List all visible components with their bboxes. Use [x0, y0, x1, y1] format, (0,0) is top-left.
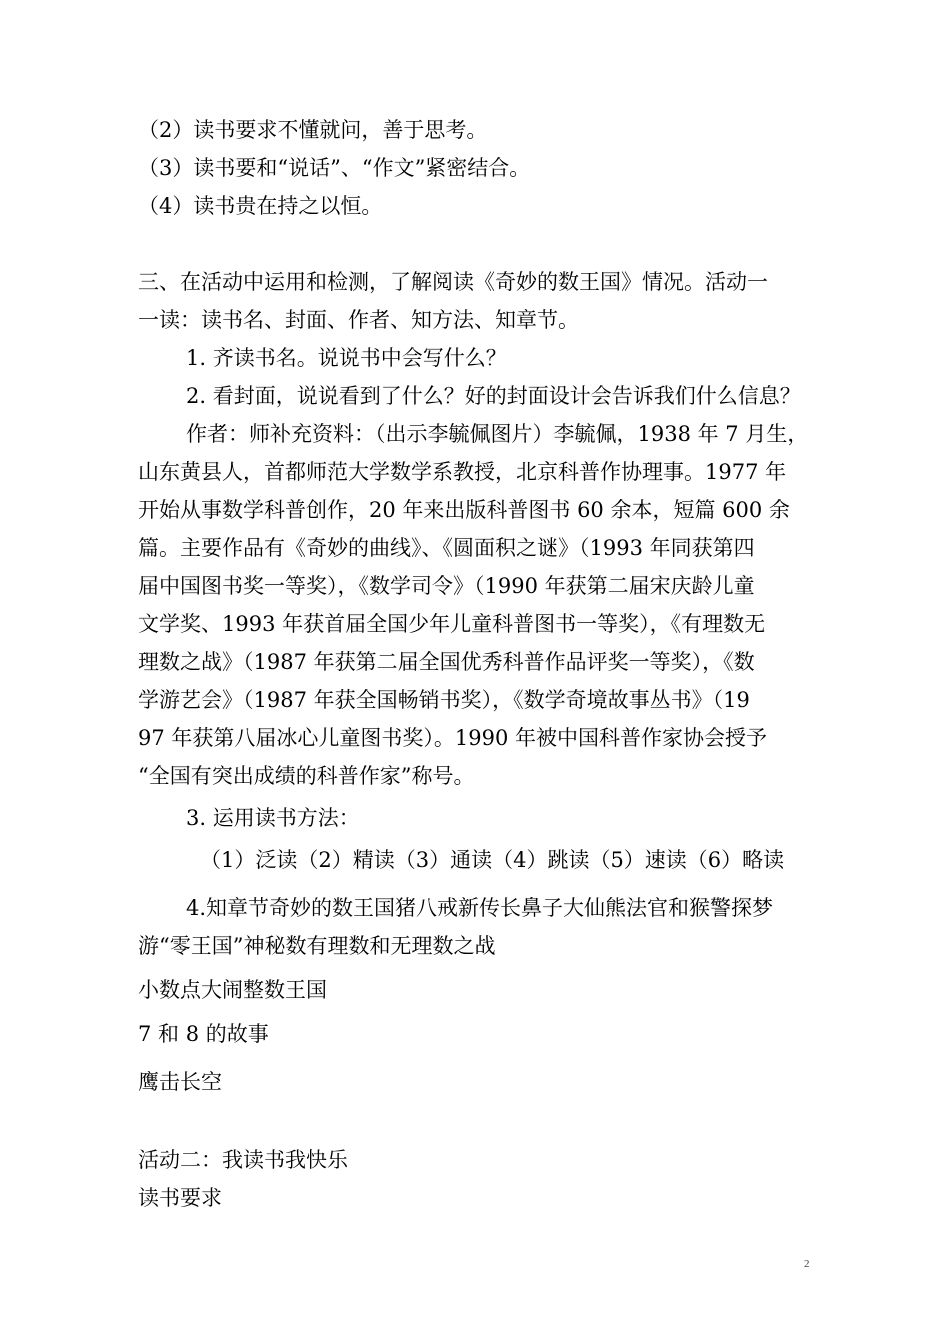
text-line: （3）读书要和“说话”、“作文”紧密结合。	[138, 156, 531, 180]
page-number: 2	[804, 1258, 810, 1270]
text-line: 活动二：我读书我快乐	[138, 1148, 348, 1172]
text-line: 文学奖、1993 年获首届全国少年儿童科普图书一等奖），《有理数无	[138, 612, 766, 636]
text-line: 小数点大闹整数王国	[138, 978, 327, 1002]
text-line: （1）泛读（2）精读（3）通读（4）跳读（5）速读（6）略读	[200, 848, 785, 872]
text-line: 2. 看封面，说说看到了什么？好的封面设计会告诉我们什么信息？	[186, 384, 801, 408]
text-line: “全国有突出成绩的科普作家”称号。	[138, 764, 475, 788]
text-line: 7 和 8 的故事	[138, 1022, 269, 1046]
text-line: 篇。主要作品有《奇妙的曲线》、《圆面积之谜》（1993 年同获第四	[138, 536, 755, 560]
text-line: 作者：师补充资料：（出示李毓佩图片）李毓佩，1938 年 7 月生，	[186, 422, 809, 446]
text-line: 一读：读书名、封面、作者、知方法、知章节。	[138, 308, 579, 332]
text-line: 三、在活动中运用和检测，了解阅读《奇妙的数王国》情况。活动一	[138, 270, 768, 294]
text-line: 4.知章节奇妙的数王国猪八戒新传长鼻子大仙熊法官和猴警探梦	[186, 896, 774, 920]
text-line: （2）读书要求不懂就问，善于思考。	[138, 118, 488, 142]
text-line: 山东黄县人，首都师范大学数学系教授，北京科普作协理事。1977 年	[138, 460, 787, 484]
text-line: 理数之战》（1987 年获第二届全国优秀科普作品评奖一等奖），《数	[138, 650, 755, 674]
text-line: 游“零王国”神秘数有理数和无理数之战	[138, 934, 496, 958]
text-line: 97 年获第八届冰心儿童图书奖）。1990 年被中国科普作家协会授予	[138, 726, 768, 750]
text-line: 届中国图书奖一等奖），《数学司令》（1990 年获第二届宋庆龄儿童	[138, 574, 755, 598]
text-line: 学游艺会》（1987 年获全国畅销书奖），《数学奇境故事丛书》（19	[138, 688, 750, 712]
text-line: 1. 齐读书名。说说书中会写什么？	[186, 346, 507, 370]
text-line: 鹰击长空	[138, 1070, 222, 1094]
text-line: 开始从事数学科普创作，20 年来出版科普图书 60 余本，短篇 600 余	[138, 498, 790, 522]
text-line: 读书要求	[138, 1186, 222, 1210]
text-line: 3. 运用读书方法：	[186, 806, 360, 830]
text-line: （4）读书贵在持之以恒。	[138, 194, 383, 218]
